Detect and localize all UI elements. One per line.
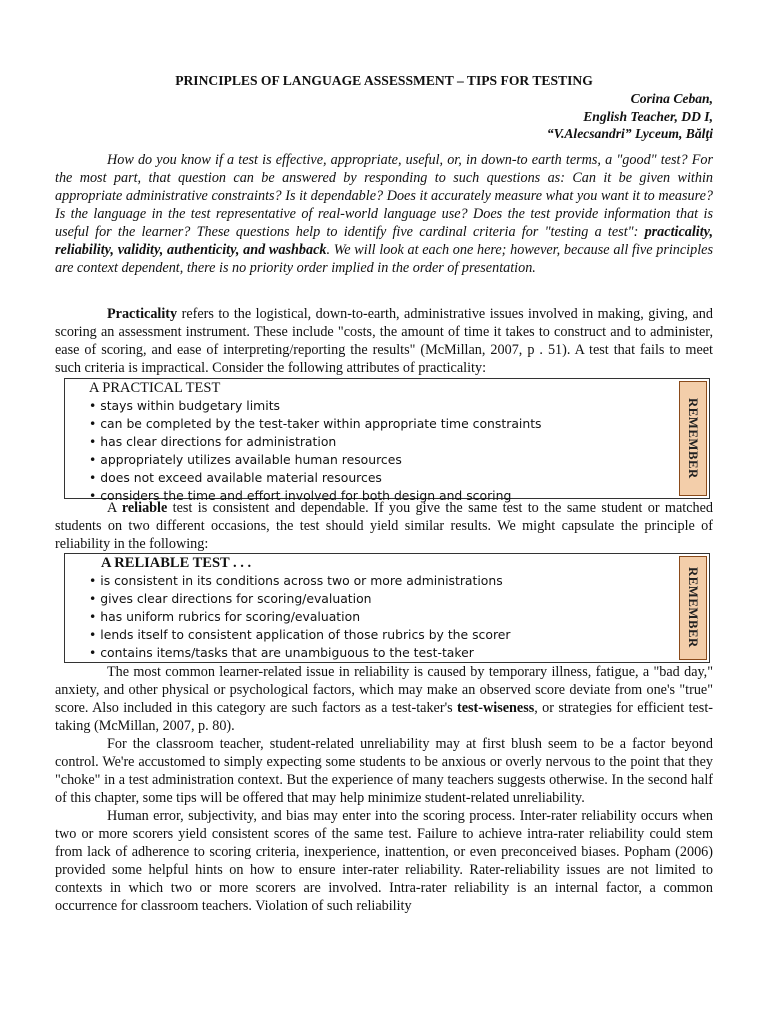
list-item: • can be completed by the test-taker within appropriate time constraints — [89, 415, 542, 431]
practical-test-list — [65, 379, 641, 505]
author-name: Corina Ceban, — [630, 91, 713, 106]
remember-tag — [679, 381, 707, 496]
test-wiseness-term: test-wiseness — [457, 699, 535, 716]
reliability-pre: A — [107, 499, 122, 516]
intro-text-end: . We will look at each one here; however, because all five principles are context dependent, there is no priority order implied in the order of presentation. — [55, 241, 713, 276]
reliable-test-heading: A RELIABLE TEST . . . — [101, 554, 252, 571]
list-item: • has clear directions for administration — [89, 433, 337, 449]
reliability-paragraph — [55, 499, 713, 553]
list-item: • is consistent in its conditions across two or more administrations — [89, 572, 503, 588]
list-item: • has uniform rubrics for scoring/evaluation — [89, 608, 361, 624]
reliable-test-box — [64, 553, 710, 663]
list-item: • stays within budgetary limits — [89, 397, 281, 413]
author-role: English Teacher, DD I, — [583, 108, 713, 124]
practicality-term: Practicality — [107, 305, 178, 322]
list-item: • considers the time and effort involved for both design and scoring — [89, 487, 512, 503]
reliability-term: reliable — [121, 499, 168, 516]
body-paragraph-1 — [55, 663, 713, 735]
intro-paragraph — [55, 151, 713, 277]
list-item: • lends itself to consistent application of those rubrics by the scorer — [89, 626, 511, 642]
remember-label: REMEMBER — [686, 567, 700, 648]
practical-test-box — [64, 378, 710, 503]
body-p1-start: The most common learner-related issue in reliability is caused by temporary illness, fatigue, a "bad day," anxiety, and other physical or psychological factors, which may make an observed score deviate from one's "true" score. Also included in this category are such factors as a test-taker's — [55, 663, 713, 716]
practical-test-heading: A PRACTICAL TEST — [89, 379, 221, 396]
body-p1-end: , or strategies for efficient test-taking (McMillan, 2007, p. 80). — [55, 699, 713, 734]
body-paragraph-2: For the classroom teacher, student-related unreliability may at first blush seem to be a factor beyond control. We're accustomed to simply expecting some students to be anxious or overly nervous to the point that they "choke" in a test administration context. But the experience of many teachers suggests otherwise. In the second half of this chapter, some tips will be offered that may help minimize student-related unreliability. — [55, 735, 713, 806]
practicality-paragraph — [55, 305, 713, 377]
list-item: • appropriately utilizes available human resources — [89, 451, 402, 467]
author-block — [55, 90, 713, 143]
list-item: • does not exceed available material resources — [89, 469, 382, 485]
document-title: PRINCIPLES OF LANGUAGE ASSESSMENT – TIPS FOR TESTING — [175, 73, 593, 88]
document-page — [55, 72, 713, 915]
practicality-text: refers to the logistical, down-to-earth, administrative issues involved in making, giving, and scoring an assessment instrument. These include "costs, the amount of time it takes to construct and to administer, ease of scoring, and ease of interpreting/reporting the results" (McMillan, 2007, p . 51). A test that fails to meet such criteria is impractical. Consider the following attributes of practicality: — [55, 305, 713, 376]
intro-text: How do you know if a test is effective, appropriate, useful, or, in down-to earth terms, a "good" test? For the most part, that question can be answered by responding to such questions as: Can it be given within appropriate administrative constraints? Is it dependable? Does it accurately measure what you want it to measure? Is the language in the test representative of real-world language use? Does the test provide information that is useful for the learner? These questions help to identify five cardinal criteria for "testing a test": — [55, 151, 713, 240]
remember-label: REMEMBER — [686, 397, 700, 479]
intro-criteria: practicality, reliability, validity, authenticity, and washback — [55, 223, 713, 258]
reliable-test-list — [65, 554, 641, 662]
author-school: “V.Alecsandri” Lyceum, Bălţi — [546, 126, 713, 141]
reliability-text: test is consistent and dependable. If you give the same test to the same student or matched students on two different occasions, the test should yield similar results. We might capsulate the principle of reliability in the following: — [55, 499, 713, 552]
body-paragraph-3: Human error, subjectivity, and bias may enter into the scoring process. Inter-rater reliability occurs when two or more scorers yield consistent scores of the same test. Failure to achieve intra-rater reliability could stem from lack of adherence to scoring criteria, inexperience, inattention, or even preconceived biases. Popham (2006) provided some helpful hints on how to ensure inter-rater reliability. Rater-reliability issues are not limited to contexts in which two or more scorers are involved. Intra-rater reliability is an internal factor, a common occurrence for classroom teachers. Violation of such reliability — [55, 807, 713, 914]
list-item: • contains items/tasks that are unambiguous to the test-taker — [89, 644, 474, 660]
list-item: • gives clear directions for scoring/evaluation — [89, 590, 372, 606]
remember-tag — [679, 556, 707, 660]
